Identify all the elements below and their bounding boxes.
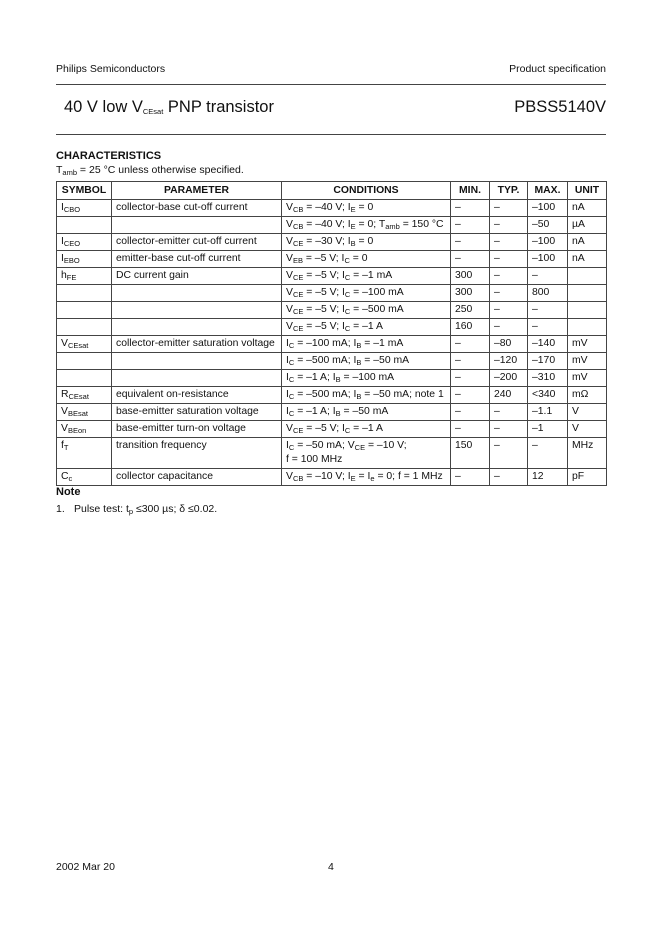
unit-cell: mΩ bbox=[568, 387, 607, 404]
conditions-cell: $V_{CE} = -5$ V; $I_C = -1$ mA bbox=[282, 268, 451, 285]
min-cell: 300 bbox=[451, 268, 490, 285]
conditions-cell: $V_{CB} = -10$ V; $I_E = I_e = 0$; f = 1 MHz bbox=[282, 469, 451, 486]
unit-cell: nA bbox=[568, 200, 607, 217]
header-conditions: CONDITIONS bbox=[282, 182, 451, 200]
parameter-cell: collector-base cut-off current bbox=[112, 200, 282, 217]
max-cell: – bbox=[528, 319, 568, 336]
min-cell: 250 bbox=[451, 302, 490, 319]
typ-cell: –120 bbox=[490, 353, 528, 370]
table-row bbox=[57, 200, 607, 217]
symbol-cell bbox=[57, 217, 112, 234]
min-cell: – bbox=[451, 469, 490, 486]
conditions-cell: $I_C = -50$ mA; $V_{CE} = -10$ V; f = 100 MHz bbox=[282, 438, 451, 469]
parameter-cell bbox=[112, 319, 282, 336]
conditions-cell: $V_{CE} = -5$ V; $I_C = -100$ mA bbox=[282, 285, 451, 302]
note-item: 1. Pulse test: $t_p \le 300$ µs; δ ≤0.02. bbox=[56, 503, 218, 516]
typ-cell: – bbox=[490, 404, 528, 421]
parameter-cell: transition frequency bbox=[112, 438, 282, 469]
table-row bbox=[57, 353, 607, 370]
typ-cell: – bbox=[490, 285, 528, 302]
parameter-cell: equivalent on-resistance bbox=[112, 387, 282, 404]
section-heading: CHARACTERISTICS bbox=[56, 150, 162, 162]
max-cell: –100 bbox=[528, 234, 568, 251]
conditions-cell: $V_{CE} = -30$ V; $I_B = 0$ bbox=[282, 234, 451, 251]
max-cell: –1.1 bbox=[528, 404, 568, 421]
typ-cell: – bbox=[490, 268, 528, 285]
max-cell: –1 bbox=[528, 421, 568, 438]
header-parameter: PARAMETER bbox=[112, 182, 282, 200]
unit-cell: V bbox=[568, 404, 607, 421]
parameter-cell bbox=[112, 285, 282, 302]
header-max: MAX. bbox=[528, 182, 568, 200]
table-row bbox=[57, 387, 607, 404]
table-row bbox=[57, 421, 607, 438]
max-cell: <340 bbox=[528, 387, 568, 404]
max-cell: – bbox=[528, 268, 568, 285]
conditions-cell: $V_{CE} = -5$ V; $I_C = -1$ A bbox=[282, 421, 451, 438]
title-rule bbox=[56, 134, 606, 135]
document-title: 40 V low $V_{CEsat}$ PNP transistor bbox=[64, 98, 274, 116]
min-cell: – bbox=[451, 387, 490, 404]
max-cell: – bbox=[528, 438, 568, 469]
parameter-cell bbox=[112, 370, 282, 387]
unit-cell bbox=[568, 302, 607, 319]
header-symbol: SYMBOL bbox=[57, 182, 112, 200]
typ-cell: – bbox=[490, 302, 528, 319]
header-min: MIN. bbox=[451, 182, 490, 200]
unit-cell: mV bbox=[568, 370, 607, 387]
unit-cell bbox=[568, 268, 607, 285]
header-doc-type: Product specification bbox=[509, 63, 606, 75]
symbol-cell bbox=[57, 285, 112, 302]
typ-cell: – bbox=[490, 234, 528, 251]
header-company: Philips Semiconductors bbox=[56, 63, 166, 75]
min-cell: – bbox=[451, 234, 490, 251]
max-cell: 800 bbox=[528, 285, 568, 302]
typ-cell: – bbox=[490, 421, 528, 438]
min-cell: – bbox=[451, 251, 490, 268]
conditions-cell: $V_{CE} = -5$ V; $I_C = -500$ mA bbox=[282, 302, 451, 319]
table-row bbox=[57, 319, 607, 336]
symbol-cell: $f_T$ bbox=[57, 438, 112, 469]
parameter-cell: collector capacitance bbox=[112, 469, 282, 486]
unit-cell: V bbox=[568, 421, 607, 438]
conditions-cell: $I_C = -500$ mA; $I_B = -50$ mA; note 1 bbox=[282, 387, 451, 404]
typ-cell: –200 bbox=[490, 370, 528, 387]
table-header-row bbox=[57, 182, 607, 200]
unit-cell bbox=[568, 285, 607, 302]
typ-cell: 240 bbox=[490, 387, 528, 404]
min-cell: – bbox=[451, 370, 490, 387]
table-row bbox=[57, 268, 607, 285]
unit-cell: µA bbox=[568, 217, 607, 234]
max-cell: –140 bbox=[528, 336, 568, 353]
typ-cell: –80 bbox=[490, 336, 528, 353]
parameter-cell bbox=[112, 353, 282, 370]
conditions-cell: $I_C = -1$ A; $I_B = -100$ mA bbox=[282, 370, 451, 387]
symbol-cell: $V_{CEsat}$ bbox=[57, 336, 112, 353]
unit-cell bbox=[568, 319, 607, 336]
max-cell: – bbox=[528, 302, 568, 319]
table-row bbox=[57, 438, 607, 469]
max-cell: –50 bbox=[528, 217, 568, 234]
symbol-cell: $I_{CEO}$ bbox=[57, 234, 112, 251]
min-cell: – bbox=[451, 404, 490, 421]
typ-cell: – bbox=[490, 200, 528, 217]
parameter-cell: base-emitter turn-on voltage bbox=[112, 421, 282, 438]
parameter-cell bbox=[112, 217, 282, 234]
min-cell: – bbox=[451, 217, 490, 234]
min-cell: 300 bbox=[451, 285, 490, 302]
typ-cell: – bbox=[490, 469, 528, 486]
parameter-cell: collector-emitter saturation voltage bbox=[112, 336, 282, 353]
table-row bbox=[57, 302, 607, 319]
symbol-cell: $h_{FE}$ bbox=[57, 268, 112, 285]
symbol-cell bbox=[57, 302, 112, 319]
conditions-cell: $V_{CE} = -5$ V; $I_C = -1$ A bbox=[282, 319, 451, 336]
symbol-cell bbox=[57, 370, 112, 387]
table-row bbox=[57, 469, 607, 486]
typ-cell: – bbox=[490, 217, 528, 234]
min-cell: 150 bbox=[451, 438, 490, 469]
page-number: 4 bbox=[328, 861, 334, 873]
part-number: PBSS5140V bbox=[514, 98, 606, 116]
header-rule bbox=[56, 84, 606, 85]
unit-cell: mV bbox=[568, 336, 607, 353]
typ-cell: – bbox=[490, 438, 528, 469]
parameter-cell: collector-emitter cut-off current bbox=[112, 234, 282, 251]
conditions-cell: $V_{CB} = -40$ V; $I_E = 0$; $T_{amb} = 150$ °C bbox=[282, 217, 451, 234]
symbol-cell: $I_{EBO}$ bbox=[57, 251, 112, 268]
table-row bbox=[57, 217, 607, 234]
table-row bbox=[57, 336, 607, 353]
note-heading: Note bbox=[56, 486, 81, 498]
max-cell: –310 bbox=[528, 370, 568, 387]
parameter-cell: emitter-base cut-off current bbox=[112, 251, 282, 268]
symbol-cell bbox=[57, 353, 112, 370]
conditions-cell: $I_C = -500$ mA; $I_B = -50$ mA bbox=[282, 353, 451, 370]
typ-cell: – bbox=[490, 319, 528, 336]
unit-cell: mV bbox=[568, 353, 607, 370]
header-unit: UNIT bbox=[568, 182, 607, 200]
parameter-cell bbox=[112, 302, 282, 319]
symbol-cell: $R_{CEsat}$ bbox=[57, 387, 112, 404]
unit-cell: nA bbox=[568, 234, 607, 251]
table-row bbox=[57, 234, 607, 251]
symbol-cell: $V_{BEsat}$ bbox=[57, 404, 112, 421]
min-cell: – bbox=[451, 200, 490, 217]
table-row bbox=[57, 251, 607, 268]
section-conditions: $T_{amb} = 25$ °C unless otherwise specified. bbox=[56, 164, 244, 177]
conditions-cell: $I_C = -1$ A; $I_B = -50$ mA bbox=[282, 404, 451, 421]
unit-cell: pF bbox=[568, 469, 607, 486]
conditions-cell: $I_C = -100$ mA; $I_B = -1$ mA bbox=[282, 336, 451, 353]
table-row bbox=[57, 285, 607, 302]
max-cell: –100 bbox=[528, 251, 568, 268]
max-cell: 12 bbox=[528, 469, 568, 486]
min-cell: – bbox=[451, 421, 490, 438]
table-row bbox=[57, 370, 607, 387]
parameter-cell: DC current gain bbox=[112, 268, 282, 285]
max-cell: –170 bbox=[528, 353, 568, 370]
min-cell: – bbox=[451, 353, 490, 370]
symbol-cell: $I_{CBO}$ bbox=[57, 200, 112, 217]
footer-date: 2002 Mar 20 bbox=[56, 861, 115, 873]
symbol-cell: $C_c$ bbox=[57, 469, 112, 486]
header-typ: TYP. bbox=[490, 182, 528, 200]
characteristics-table bbox=[56, 181, 607, 486]
unit-cell: MHz bbox=[568, 438, 607, 469]
symbol-cell: $V_{BEon}$ bbox=[57, 421, 112, 438]
min-cell: – bbox=[451, 336, 490, 353]
unit-cell: nA bbox=[568, 251, 607, 268]
typ-cell: – bbox=[490, 251, 528, 268]
max-cell: –100 bbox=[528, 200, 568, 217]
min-cell: 160 bbox=[451, 319, 490, 336]
table-row bbox=[57, 404, 607, 421]
conditions-cell: $V_{EB} = -5$ V; $I_C = 0$ bbox=[282, 251, 451, 268]
parameter-cell: base-emitter saturation voltage bbox=[112, 404, 282, 421]
symbol-cell bbox=[57, 319, 112, 336]
conditions-cell: $V_{CB} = -40$ V; $I_E = 0$ bbox=[282, 200, 451, 217]
